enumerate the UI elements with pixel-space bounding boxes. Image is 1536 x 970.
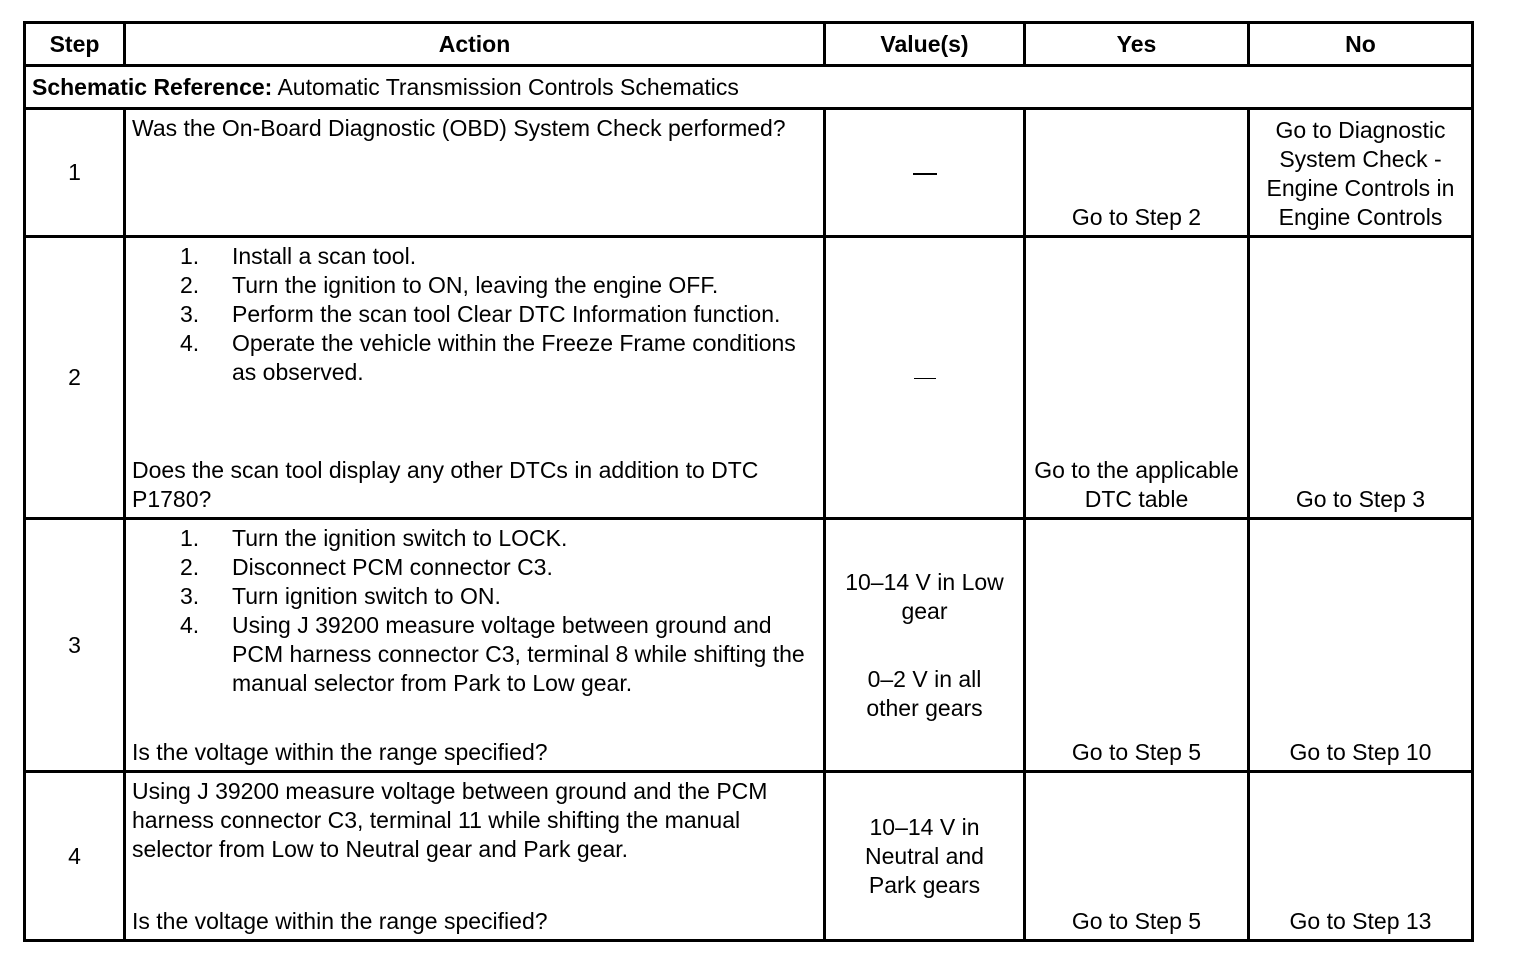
value-neutral-park: 10–14 V in Neutral and Park gears <box>865 813 984 898</box>
step-number: 1 <box>25 109 125 237</box>
action-question: Is the voltage within the range specified? <box>132 739 548 765</box>
list-item: 2. Turn the ignition to ON, leaving the engine OFF. <box>180 272 719 298</box>
table-row <box>25 519 1473 772</box>
yes-cell: Go to Step 5 <box>1025 772 1249 941</box>
value-low-gear: 10–14 V in Low gear <box>845 568 1004 624</box>
action-cell <box>125 519 825 772</box>
no-cell: Go to Step 10 <box>1249 519 1473 772</box>
action-cell <box>125 772 825 941</box>
action-steps <box>132 242 819 387</box>
action-steps <box>132 524 819 698</box>
schematic-label: Schematic Reference: <box>32 73 273 100</box>
diagnostic-table <box>23 21 1474 942</box>
header-no: No <box>1249 23 1473 66</box>
value-cell <box>825 109 1025 237</box>
list-item: 1. Install a scan tool. <box>180 243 417 269</box>
list-item: 1. Turn the ignition switch to LOCK. <box>180 525 568 551</box>
action-text: Using J 39200 measure voltage between ground and the PCM harness connector C3, terminal 11 while shifting the manual selector from Low to Neutral gear and Park gear. <box>132 778 768 862</box>
yes-cell: Go to the applicable DTC table <box>1025 237 1249 519</box>
schematic-text: Automatic Transmission Controls Schematics <box>272 73 739 100</box>
yes-cell: Go to Step 2 <box>1025 109 1249 237</box>
value-cell <box>825 519 1025 772</box>
action-cell <box>125 237 825 519</box>
no-cell: Go to Step 3 <box>1249 237 1473 519</box>
list-item: 4. Using J 39200 measure voltage between ground and PCM harness connector C3, terminal 8 while shifting the manual selector from Park to Low gear. <box>180 612 805 696</box>
table-row <box>25 237 1473 519</box>
action-cell <box>125 109 825 237</box>
value-cell <box>825 772 1025 941</box>
header-values: Value(s) <box>825 23 1025 66</box>
action-question: Is the voltage within the range specified? <box>132 908 548 934</box>
step-number: 2 <box>25 237 125 519</box>
no-cell: Go to Step 13 <box>1249 772 1473 941</box>
header-yes: Yes <box>1025 23 1249 66</box>
step-number: 4 <box>25 772 125 941</box>
action-text: Was the On-Board Diagnostic (OBD) System Check performed? <box>132 115 786 141</box>
step-number: 3 <box>25 519 125 772</box>
value-other-gears: 0–2 V in all other gears <box>866 665 983 721</box>
list-item: 4. Operate the vehicle within the Freeze Frame conditions as observed. <box>180 330 796 385</box>
header-action: Action <box>125 23 825 66</box>
header-step: Step <box>25 23 125 66</box>
no-cell: Go to Diagnostic System Check - Engine Controls in Engine Controls <box>1249 109 1473 237</box>
value-dash <box>914 378 936 379</box>
table-row <box>25 109 1473 237</box>
schematic-reference-row <box>25 66 1473 109</box>
value-cell <box>825 237 1025 519</box>
list-item: 3. Turn ignition switch to ON. <box>180 583 501 609</box>
value-dash <box>913 173 937 175</box>
list-item: 3. Perform the scan tool Clear DTC Information function. <box>180 301 781 327</box>
header-row <box>25 23 1473 66</box>
list-item: 2. Disconnect PCM connector C3. <box>180 554 553 580</box>
schematic-reference <box>25 66 1473 109</box>
yes-cell: Go to Step 5 <box>1025 519 1249 772</box>
action-question: Does the scan tool display any other DTCs in addition to DTC P1780? <box>132 457 759 512</box>
table-row <box>25 772 1473 941</box>
